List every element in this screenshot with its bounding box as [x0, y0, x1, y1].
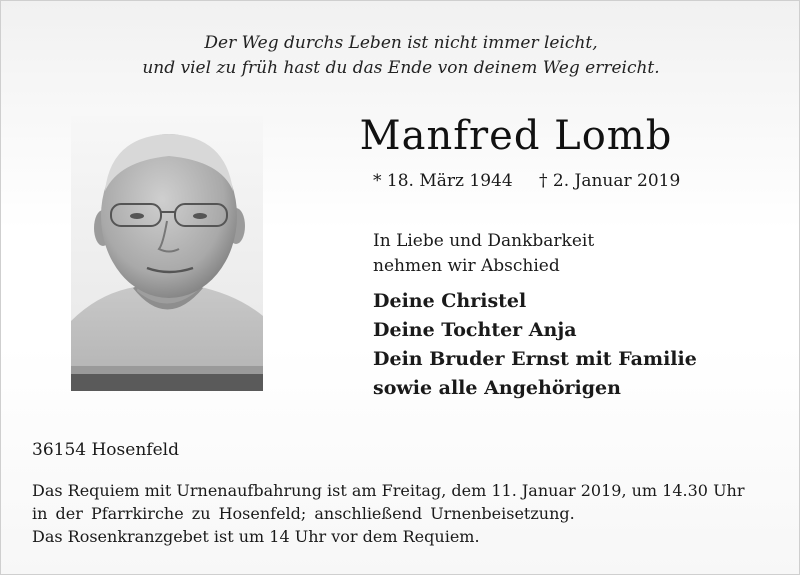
mourner-entry: sowie alle Angehörigen: [373, 377, 621, 399]
memorial-verse: [1, 31, 800, 81]
mourners-list: [373, 287, 703, 403]
intro-line-1: In Liebe und Dankbarkeit: [373, 231, 595, 251]
mourner-entry: Deine Tochter Anja: [373, 319, 577, 341]
notice-line-2: in der Pfarrkirche zu Hosenfeld; anschließend Urnenbeisetzung.: [32, 504, 575, 523]
mourner-entry: Deine Christel: [373, 290, 527, 312]
deceased-name: Manfred Lomb: [359, 113, 673, 159]
verse-line-1: Der Weg durchs Leben ist nicht immer leicht,: [204, 33, 598, 53]
portrait-image: [71, 116, 263, 391]
birth-date: * 18. März 1944: [373, 171, 513, 191]
life-dates: [373, 169, 693, 193]
portrait-photo: [71, 116, 263, 391]
farewell-intro: [373, 229, 673, 279]
verse-line-2: und viel zu früh hast du das Ende von deinem Weg erreicht.: [142, 58, 660, 78]
notice-line-1: Das Requiem mit Urnenaufbahrung ist am Freitag, dem 11. Januar 2019, um 14.30 Uhr: [32, 481, 745, 500]
intro-line-2: nehmen wir Abschied: [373, 256, 560, 276]
mourner-entry: Dein Bruder Ernst mit Familie: [373, 348, 697, 370]
place-location: 36154 Hosenfeld: [32, 440, 179, 460]
service-notice: [32, 479, 777, 548]
notice-line-3: Das Rosenkranzgebet ist um 14 Uhr vor dem Requiem.: [32, 527, 480, 546]
death-date: † 2. Januar 2019: [539, 171, 681, 191]
